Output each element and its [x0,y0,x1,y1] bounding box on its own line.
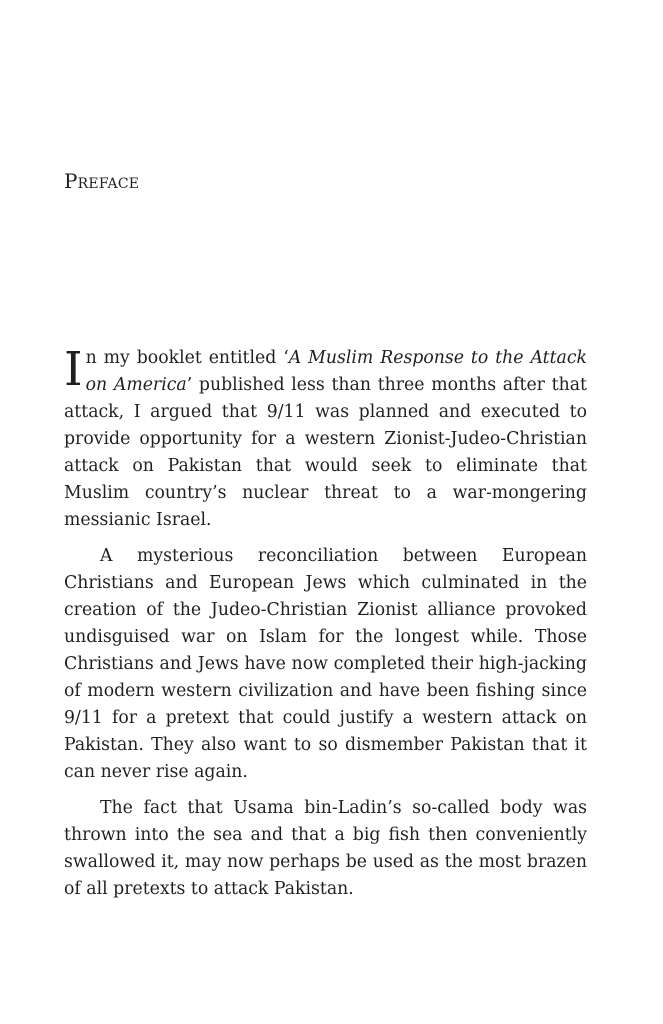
paragraph-1-rest: ’ published less than three months after that attack, I argued that 9/11 was planned and executed to provide opportunity for a western Zionist-Judeo-Christian attack on Pakistan that would seek to eliminate that Muslim country’s nuclear threat to a war-mongering messianic Israel. [64,375,587,530]
paragraph-1-lead: n my booklet entitled ‘ [85,348,289,368]
booklet-title: A Muslim Response to the Attack on America [85,348,587,395]
book-page [64,0,587,1024]
drop-cap: I [64,342,83,397]
page-title: Preface [64,169,140,193]
paragraph-3: The fact that Usama bin-Ladin’s so-called body was thrown into the sea and that a big fish then conveniently swallowed it, may now perhaps be used as the most brazen of all pretexts to attack Pakistan. [64,798,587,899]
paragraph-1 [64,342,587,534]
paragraph-2: A mysterious reconciliation between European Christians and European Jews which culminated in the creation of the Judeo-Christian Zionist alliance provoked undisguised war on Islam for the longest while. Those Christians and Jews have now completed their high-jacking of modern western civilization and have been fishing since 9/11 for a pretext that could justify a western attack on Pakistan. They also want to so dismember Pakistan that it can never rise again. [64,546,587,782]
body-text [64,342,587,903]
